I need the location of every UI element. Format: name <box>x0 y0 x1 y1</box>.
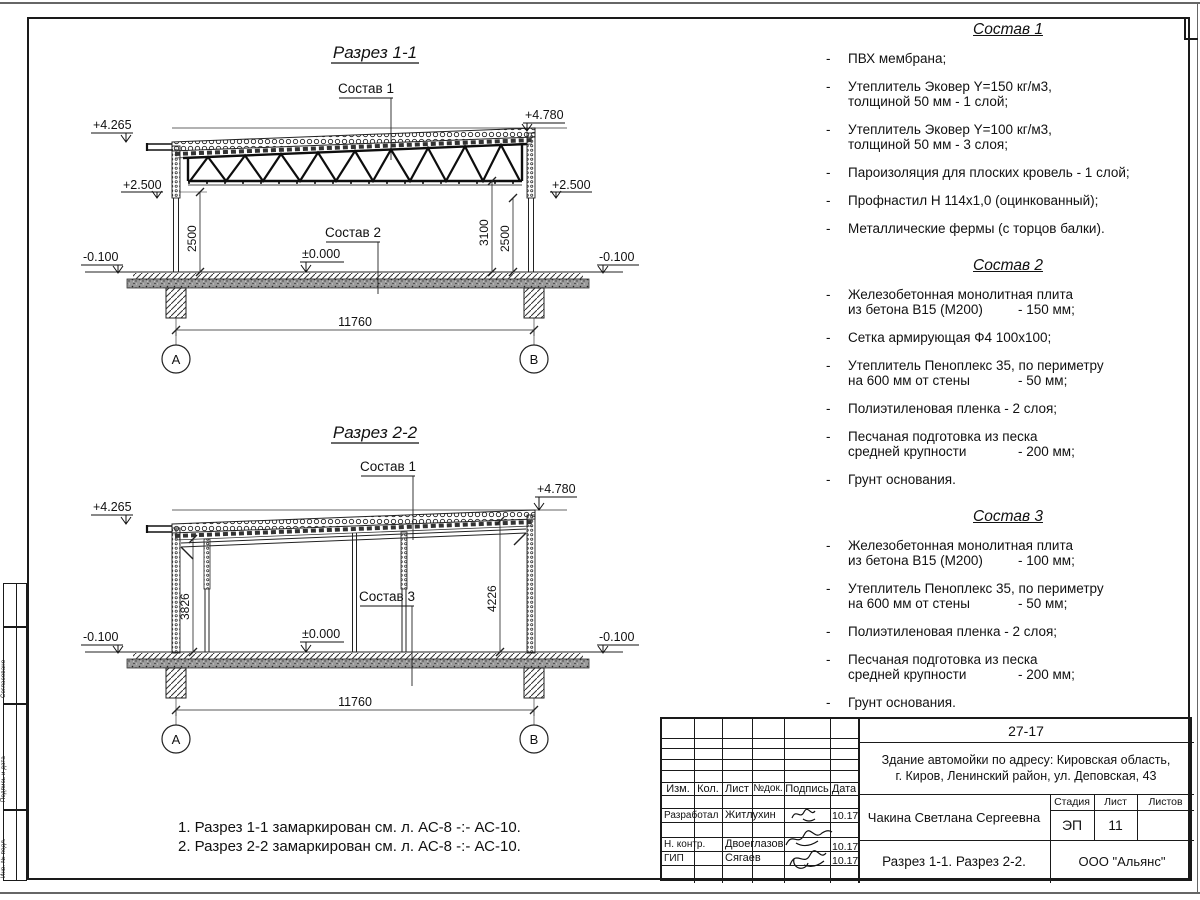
elevation-minus-0100-right <box>597 250 639 273</box>
col-kol: Кол. <box>697 782 719 795</box>
svg-text:+4.265: +4.265 <box>93 500 132 514</box>
signature-gip <box>784 845 830 871</box>
list-item: - Полиэтиленовая пленка - 2 слоя; <box>826 401 1058 416</box>
note-1: 1. Разрез 1-1 замаркирован см. л. АС-8 -:- АС-10. <box>178 819 521 836</box>
side-stamp-divider <box>4 703 26 705</box>
span-dimension <box>162 695 548 753</box>
elevation-minus-0100-right <box>597 630 639 653</box>
elevation-4265 <box>91 118 133 142</box>
col-ndok: №док. <box>753 783 783 794</box>
list-item: - ПВХ мембрана; <box>826 51 947 66</box>
list-item: - Грунт основания. <box>826 472 956 487</box>
elevation-zero <box>300 247 344 272</box>
svg-text:-0.100: -0.100 <box>83 250 119 264</box>
list-item: - Песчаная подготовка из песка средней крупности - 200 мм; <box>826 652 1075 682</box>
list-item: - Сетка армирующая Ф4 100х100; <box>826 330 1052 345</box>
list-item: - Пароизоляция для плоских кровель - 1 слой; <box>826 165 1130 180</box>
notes <box>178 818 521 856</box>
list-item: - Песчаная подготовка из песка средней крупности - 200 мм; <box>826 429 1075 459</box>
callout-label: Состав 3 <box>359 589 415 604</box>
list-item: - Утеплитель Пеноплекс 35, по периметру на 600 мм от стены - 50 мм; <box>826 358 1104 388</box>
author-name: Чакина Светлана Сергеевна <box>867 809 1041 825</box>
span-dimension <box>162 315 548 373</box>
elevation-2500-left <box>121 178 163 198</box>
floor-slab <box>85 272 623 318</box>
elevation-2500-right <box>550 178 592 198</box>
sheet-number: 11 <box>1108 817 1123 833</box>
callout-sostav-3 <box>359 589 415 686</box>
section-2-2-drawing <box>75 420 655 772</box>
date-gip: 10.17 <box>832 855 859 867</box>
name-gip: Сягаев <box>725 852 761 864</box>
svg-text:-0.100: -0.100 <box>599 630 635 644</box>
col-list: Лист <box>725 782 749 795</box>
sheet-edge-top <box>0 2 1200 4</box>
list-item: - Железобетонная монолитная плита из бетона В15 (М200) - 150 мм; <box>826 287 1075 317</box>
col-data: Дата <box>831 782 857 795</box>
document-number: 27-17 <box>1008 722 1044 739</box>
svg-text:±0.000: ±0.000 <box>302 627 341 641</box>
callout-label: Состав 1 <box>360 459 416 474</box>
section-1-1-title <box>331 43 419 63</box>
dim-2500-right: 2500 <box>498 225 512 252</box>
role-ncontrol: Н. контр. <box>664 839 706 850</box>
elevation-marks <box>81 482 639 653</box>
section-title: Разрез 2-2 <box>332 423 418 442</box>
elevation-marks <box>81 108 639 273</box>
composition-1-title: Состав 1 <box>973 21 1043 38</box>
callout-label: Состав 2 <box>325 225 381 240</box>
dim-3100-right: 3100 <box>477 219 491 246</box>
section-title: Разрез 1-1 <box>332 43 418 62</box>
sheet-edge-bottom <box>0 892 1200 894</box>
composition-3-title: Состав 3 <box>973 508 1043 525</box>
svg-text:+2.500: +2.500 <box>123 178 162 192</box>
role-gip: ГИП <box>664 853 684 864</box>
roof-assembly <box>172 128 567 158</box>
title-block <box>660 717 1192 881</box>
roof-assembly <box>172 510 567 559</box>
col-izm: Изм. <box>666 782 690 795</box>
name-ncontrol: Двоеглазов <box>725 838 784 850</box>
role-developer: Разработал <box>664 810 719 821</box>
svg-text:-0.100: -0.100 <box>83 630 119 644</box>
axis-b: В <box>529 732 539 747</box>
list-item: - Утеплитель Пеноплекс 35, по периметру на 600 мм от стены - 50 мм; <box>826 581 1104 611</box>
floor-slab <box>85 652 623 698</box>
project-address: Здание автомойки по адресу: Кировская область, г. Киров, Ленинский район, ул. Деповская, 43 <box>881 753 1171 783</box>
list-item: - Утеплитель Эковер Y=100 кг/м3, толщиной 50 мм - 3 слоя; <box>826 122 1052 152</box>
composition-2-title: Состав 2 <box>973 257 1043 274</box>
sheet-title: Разрез 1-1. Разрез 2-2. <box>882 854 1026 869</box>
dim-3826: 3826 <box>178 593 192 620</box>
sheets-label: Листов <box>1148 796 1183 808</box>
svg-text:+4.265: +4.265 <box>93 118 132 132</box>
svg-text:+4.780: +4.780 <box>525 108 564 122</box>
dim-span: 11760 <box>338 315 372 329</box>
col-podpis: Подпись <box>785 782 829 795</box>
date-developer: 10.17 <box>832 810 859 822</box>
list-item: - Железобетонная монолитная плита из бетона В15 (М200) - 100 мм; <box>826 538 1075 568</box>
side-stamp-label: Согласовано <box>1 659 7 698</box>
dim-2500-left: 2500 <box>185 225 199 252</box>
signature-developer <box>788 805 828 823</box>
axis-a: А <box>171 732 181 747</box>
axis-b: В <box>529 352 539 367</box>
side-stamp-label: Подпись и дата <box>1 756 7 802</box>
svg-text:-0.100: -0.100 <box>599 250 635 264</box>
elevation-zero <box>300 627 344 652</box>
list-item: - Полиэтиленовая пленка - 2 слоя; <box>826 624 1058 639</box>
elevation-4780 <box>534 482 577 510</box>
svg-text:+2.500: +2.500 <box>552 178 591 192</box>
elevation-minus-0100-left <box>81 630 123 653</box>
stage-value: ЭП <box>1061 817 1083 833</box>
elevation-minus-0100-left <box>81 250 123 273</box>
dim-span: 11760 <box>338 695 372 709</box>
list-item: - Грунт основания. <box>826 695 956 710</box>
elevation-4265 <box>91 500 133 524</box>
section-2-2-title <box>331 423 419 443</box>
callout-label: Состав 1 <box>338 81 394 96</box>
stage-label: Стадия <box>1054 796 1090 808</box>
svg-text:±0.000: ±0.000 <box>302 247 341 261</box>
company-name: ООО "Альянс" <box>1078 854 1166 869</box>
list-item: - Утеплитель Эковер Y=150 кг/м3, толщиной 50 мм - 1 слой; <box>826 79 1052 109</box>
side-stamp-divider <box>4 809 26 811</box>
list-item: - Металлические фермы (с торцов балки). <box>826 221 1105 236</box>
side-stamp-divider <box>4 626 26 628</box>
svg-text:+4.780: +4.780 <box>537 482 576 496</box>
side-stamp-label: Инв. № подл. <box>1 838 7 878</box>
section-1-1-drawing <box>75 40 655 392</box>
note-2: 2. Разрез 2-2 замаркирован см. л. АС-8 -:- АС-10. <box>178 838 521 855</box>
walls <box>147 133 535 272</box>
axis-a: А <box>171 352 181 367</box>
name-developer: Житлухин <box>725 809 776 821</box>
composition-lists <box>822 14 1194 723</box>
sheet-label: Лист <box>1104 796 1127 808</box>
walls-and-columns <box>147 515 535 653</box>
dim-4226: 4226 <box>485 585 499 612</box>
side-stamp-divider <box>16 584 17 880</box>
date-ncontrol: 10.17 <box>832 841 859 853</box>
elevation-4780 <box>522 108 565 131</box>
side-stamp <box>3 583 27 881</box>
list-item: - Профнастил Н 114х1,0 (оцинкованный); <box>826 193 1099 208</box>
sheet-edge-right <box>1197 2 1198 893</box>
